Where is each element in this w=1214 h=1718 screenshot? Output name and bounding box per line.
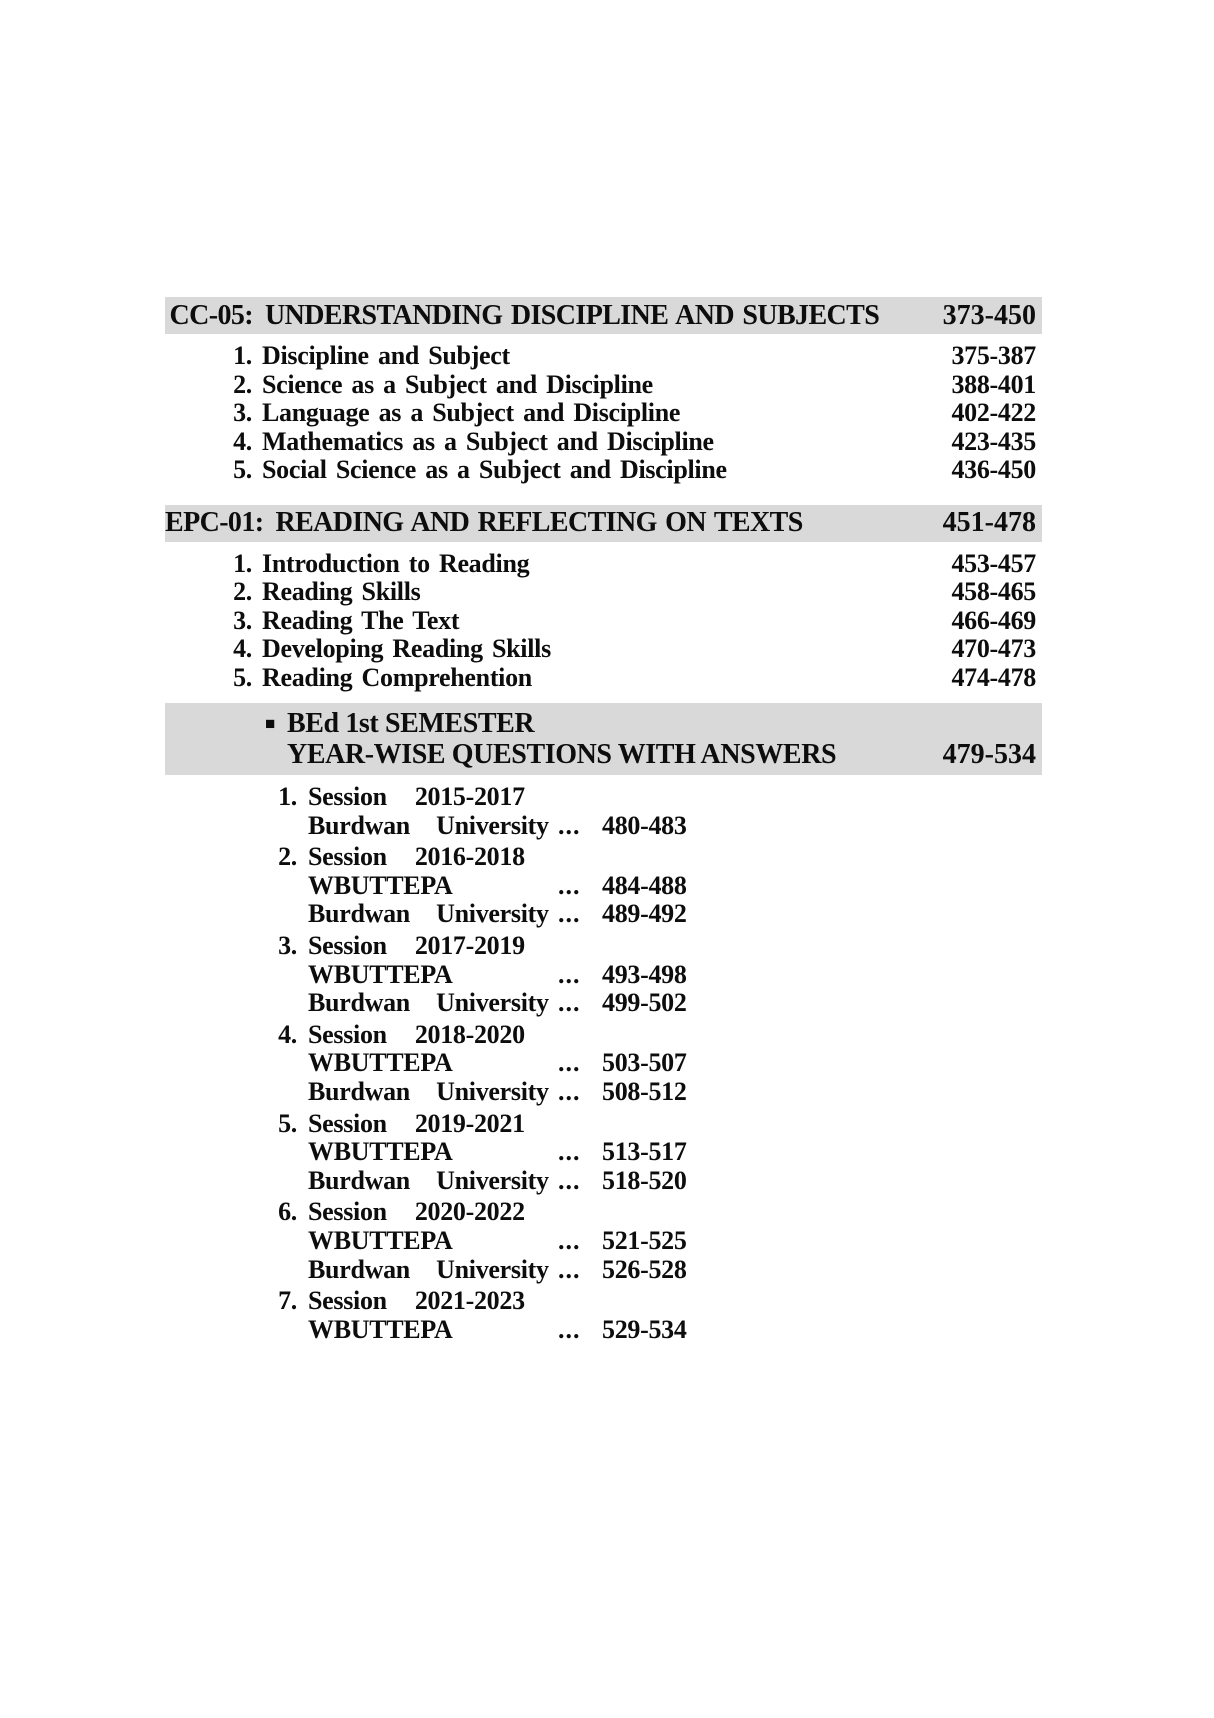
section-code: CC-05: [169,299,253,331]
session-years: 2021-2023 [414,1286,525,1316]
session-years: 2020-2022 [414,1197,525,1227]
toc-item-title: Reading Skills [262,577,421,606]
toc-item-pages: 458-465 [951,577,1036,606]
session-entry [165,1227,1042,1256]
square-bullet-icon: ■ [265,714,275,733]
entry-pages: 489-492 [602,899,687,929]
session-label: Session [308,782,387,811]
bed-title-line1: BEd 1st SEMESTER [287,708,535,739]
toc-item-title: Discipline and Subject [262,341,510,370]
entry-organization: WBUTTEPA [308,870,453,900]
toc-item-pages: 436-450 [951,455,1036,484]
section-item-list [165,342,1042,485]
session-entry [165,812,1042,841]
section-title: UNDERSTANDING DISCIPLINE AND SUBJECTS [265,299,880,331]
entry-organization: Burdwan University [308,810,549,840]
session-heading [165,1110,1042,1139]
entry-organization: WBUTTEPA [308,959,453,989]
entry-pages: 480-483 [602,810,687,840]
bed-title-line2: YEAR-WISE QUESTIONS WITH ANSWERS [287,739,837,770]
session-years: 2019-2021 [414,1108,525,1138]
toc-item [165,607,1042,636]
toc-item-number: 3. [233,605,252,635]
session-heading [165,783,1042,812]
toc-item-title: Language as a Subject and Discipline [262,398,681,427]
session-entry [165,1167,1042,1196]
bed-header-line2 [165,739,1042,770]
session-years: 2018-2020 [414,1019,525,1049]
session-label: Session [308,842,387,872]
toc-item-number: 5. [233,455,252,484]
toc-item [165,456,1042,485]
entry-dots: ... [558,1314,581,1344]
session-entry [165,900,1042,929]
toc-item-number: 2. [233,369,252,399]
toc-item-pages: 402-422 [951,398,1036,427]
toc-item-number: 1. [233,548,252,578]
toc-item [165,635,1042,664]
session-heading [165,1198,1042,1227]
toc-item [165,664,1042,693]
session-number: 5. [278,1108,297,1138]
session-group [165,1198,1042,1284]
session-list [165,783,1042,1344]
session-label: Session [308,1197,387,1227]
session-entry [165,989,1042,1018]
session-label: Session [308,1108,387,1138]
session-label: Session [308,1286,387,1316]
toc-item-number: 2. [233,577,252,606]
entry-pages: 521-525 [602,1225,687,1255]
entry-dots: ... [558,1225,581,1255]
entry-pages: 499-502 [602,988,687,1018]
entry-dots: ... [558,988,581,1018]
session-number: 4. [278,1019,297,1049]
session-number: 1. [278,782,297,811]
toc-item-pages: 474-478 [951,662,1036,692]
entry-dots: ... [558,870,581,900]
session-number: 7. [278,1286,297,1316]
section-header-cc05 [165,297,1042,334]
session-years: 2015-2017 [414,782,525,811]
entry-dots: ... [558,1076,581,1106]
entry-dots: ... [558,1137,581,1167]
toc-item-title: Social Science as a Subject and Discipline [262,455,727,484]
entry-pages: 513-517 [602,1137,687,1167]
entry-organization: Burdwan University [308,1165,549,1195]
entry-dots: ... [558,810,581,840]
toc-item-title: Developing Reading Skills [262,634,551,663]
entry-organization: WBUTTEPA [308,1225,453,1255]
toc-item-title: Science as a Subject and Discipline [262,369,653,399]
toc-item [165,371,1042,400]
entry-pages: 493-498 [602,959,687,989]
session-heading [165,932,1042,961]
session-years: 2016-2018 [414,842,525,872]
toc-item-pages: 470-473 [951,634,1036,663]
toc-item-pages: 453-457 [951,548,1036,578]
section-page-range: 373-450 [942,299,1036,331]
entry-organization: Burdwan University [308,1254,549,1284]
session-group [165,1287,1042,1344]
session-group [165,783,1042,840]
toc-item-pages: 466-469 [951,605,1036,635]
session-number: 2. [278,842,297,872]
session-heading [165,1021,1042,1050]
session-entry [165,872,1042,901]
session-entry [165,1256,1042,1285]
entry-organization: WBUTTEPA [308,1137,453,1167]
session-years: 2017-2019 [414,930,525,960]
entry-pages: 503-507 [602,1048,687,1078]
session-entry [165,961,1042,990]
toc-item-title: Introduction to Reading [262,548,530,578]
toc-item [165,428,1042,457]
entry-pages: 518-520 [602,1165,687,1195]
toc-item-number: 5. [233,662,252,692]
session-number: 3. [278,930,297,960]
toc-item-number: 3. [233,398,252,427]
session-heading [165,1287,1042,1316]
toc-item [165,342,1042,371]
toc-item-title: Mathematics as a Subject and Discipline [262,426,714,456]
section-header-bed [165,703,1042,775]
entry-organization: WBUTTEPA [308,1314,453,1344]
session-label: Session [308,1019,387,1049]
session-entry [165,1138,1042,1167]
toc-item-pages: 375-387 [951,341,1036,370]
toc-item-pages: 423-435 [951,426,1036,456]
toc-item-number: 4. [233,634,252,663]
section-page-range: 479-534 [942,739,1036,770]
session-group [165,1110,1042,1196]
section-header-epc01 [165,505,1042,542]
section-code: EPC-01: [165,507,264,538]
section-epc01 [165,505,1042,693]
entry-dots: ... [558,899,581,929]
toc-item [165,399,1042,428]
entry-organization: WBUTTEPA [308,1048,453,1078]
session-label: Session [308,930,387,960]
entry-dots: ... [558,1048,581,1078]
section-bed-semester [165,703,1042,1344]
toc-content [165,297,1042,1347]
entry-pages: 508-512 [602,1076,687,1106]
section-page-range: 451-478 [942,507,1036,538]
toc-item-pages: 388-401 [951,369,1036,399]
entry-organization: Burdwan University [308,1076,549,1106]
entry-organization: Burdwan University [308,988,549,1018]
toc-item-number: 4. [233,426,252,456]
entry-dots: ... [558,1254,581,1284]
session-group [165,843,1042,929]
toc-item-number: 1. [233,341,252,370]
session-entry [165,1049,1042,1078]
section-cc05 [165,297,1042,485]
toc-item [165,550,1042,579]
bed-header-line1 [165,708,1042,739]
section-item-list [165,550,1042,693]
session-entry [165,1316,1042,1345]
entry-dots: ... [558,1165,581,1195]
toc-item [165,578,1042,607]
section-title: READING AND REFLECTING ON TEXTS [275,507,803,538]
session-heading [165,843,1042,872]
entry-pages: 484-488 [602,870,687,900]
toc-item-title: Reading The Text [262,605,460,635]
entry-organization: Burdwan University [308,899,549,929]
entry-pages: 529-534 [602,1314,687,1344]
session-entry [165,1078,1042,1107]
session-group [165,1021,1042,1107]
entry-dots: ... [558,959,581,989]
session-group [165,932,1042,1018]
session-number: 6. [278,1197,297,1227]
entry-pages: 526-528 [602,1254,687,1284]
toc-item-title: Reading Comprehention [262,662,532,692]
